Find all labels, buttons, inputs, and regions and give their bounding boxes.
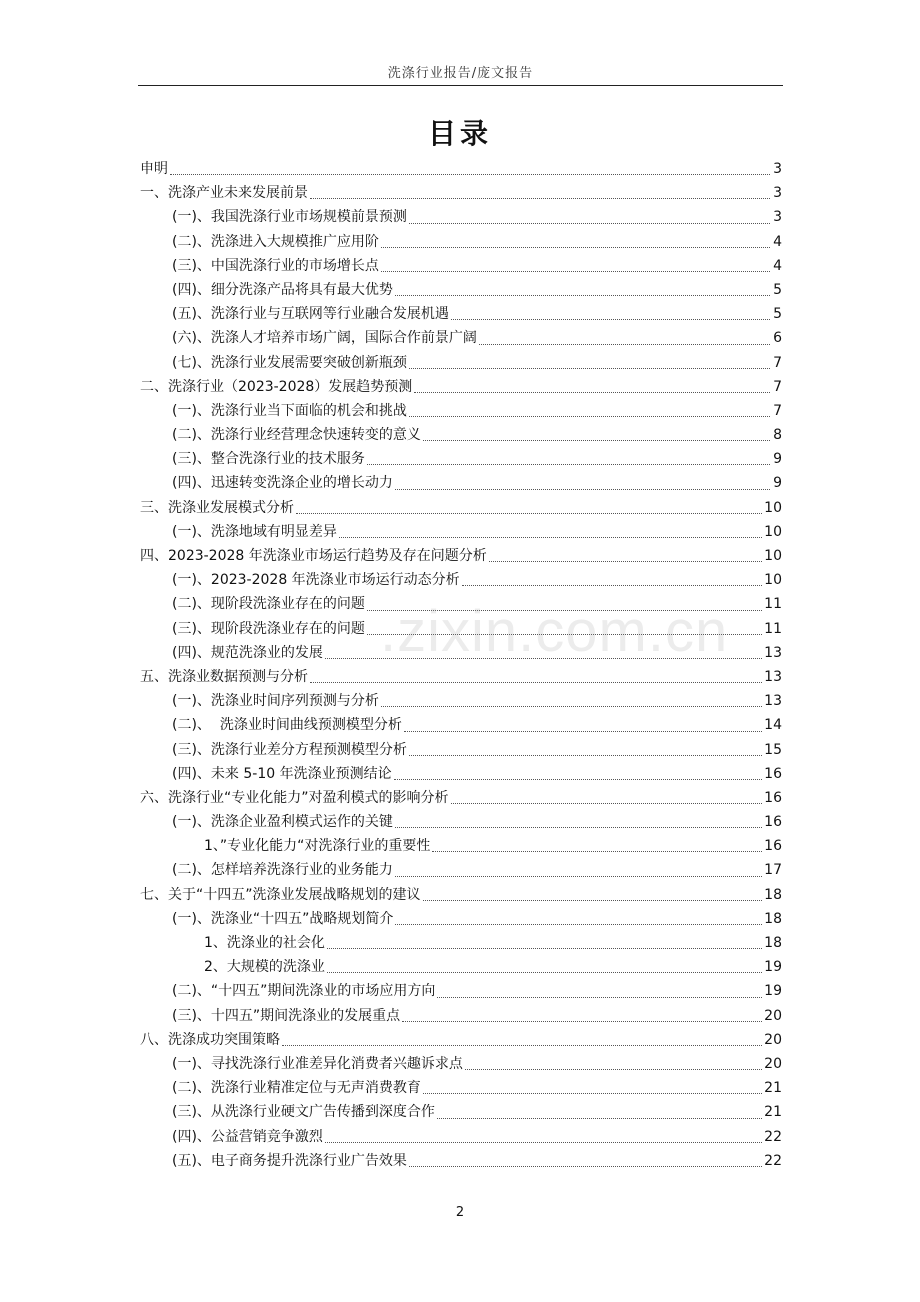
toc-entry-page: 17 — [764, 862, 782, 879]
toc-entry[interactable] — [140, 786, 782, 810]
toc-entry[interactable] — [140, 738, 782, 762]
toc-entry[interactable] — [140, 1125, 782, 1149]
toc-entry-text: (三)、十四五”期间洗涤业的发展重点 — [172, 1007, 401, 1024]
toc-leader-dots — [489, 561, 762, 562]
toc-leader-dots — [325, 1142, 762, 1143]
toc-entry-text: (五)、电子商务提升洗涤行业广告效果 — [172, 1152, 407, 1169]
header-rule — [138, 85, 783, 86]
toc-entry[interactable] — [140, 278, 782, 302]
toc-leader-dots — [325, 658, 762, 659]
toc-entry[interactable] — [140, 254, 782, 278]
toc-leader-dots — [409, 1166, 762, 1167]
toc-entry[interactable] — [140, 617, 782, 641]
toc-entry-text: 三、洗涤业发展模式分析 — [140, 499, 294, 516]
toc-entry[interactable] — [140, 762, 782, 786]
toc-entry-text: (二)、怎样培养洗涤行业的业务能力 — [172, 862, 393, 879]
toc-leader-dots — [327, 948, 762, 949]
toc-leader-dots — [381, 247, 770, 248]
toc-leader-dots — [479, 344, 770, 345]
toc-entry[interactable] — [140, 351, 782, 375]
toc-entry[interactable] — [140, 931, 782, 955]
toc-entry-page: 9 — [773, 475, 782, 492]
toc-entry-page: 3 — [773, 161, 782, 177]
toc-entry-page: 21 — [764, 1080, 782, 1097]
toc-entry-page: 13 — [764, 644, 782, 661]
toc-leader-dots — [395, 827, 762, 828]
table-of-contents — [140, 157, 782, 1173]
toc-entry-page: 19 — [764, 983, 782, 1000]
toc-entry-page: 10 — [764, 523, 782, 540]
toc-entry-page: 4 — [773, 233, 782, 250]
toc-entry[interactable] — [140, 230, 782, 254]
toc-entry-page: 20 — [764, 1007, 782, 1024]
toc-leader-dots — [409, 368, 770, 369]
toc-entry[interactable] — [140, 326, 782, 350]
toc-entry-page: 15 — [764, 741, 782, 758]
toc-entry-text: (一)、洗涤地域有明显差异 — [172, 523, 337, 540]
toc-entry-page: 3 — [773, 185, 782, 202]
toc-entry[interactable] — [140, 447, 782, 471]
toc-entry-text: (一)、洗涤业时间序列预测与分析 — [172, 693, 379, 710]
toc-entry-text: 2、大规模的洗涤业 — [204, 959, 325, 976]
toc-entry-page: 7 — [773, 402, 782, 419]
toc-entry[interactable] — [140, 665, 782, 689]
toc-entry-text: (二)、洗涤行业精准定位与无声消费教育 — [172, 1080, 421, 1097]
toc-entry-text: 二、洗涤行业（2023-2028）发展趋势预测 — [140, 378, 413, 395]
toc-entry[interactable] — [140, 834, 782, 858]
toc-entry-text: 1、洗涤业的社会化 — [204, 935, 325, 951]
toc-entry[interactable] — [140, 1100, 782, 1124]
toc-leader-dots — [437, 1118, 762, 1119]
toc-entry-text: (四)、公益营销竞争激烈 — [172, 1128, 323, 1145]
toc-entry-text: 七、关于“十四五”洗涤业发展战略规划的建议 — [140, 886, 421, 903]
toc-entry-page: 4 — [773, 257, 782, 274]
toc-leader-dots — [451, 319, 770, 320]
toc-leader-dots — [451, 803, 763, 804]
toc-entry[interactable] — [140, 689, 782, 713]
toc-entry-text: (一)、洗涤行业当下面临的机会和挑战 — [172, 402, 407, 419]
toc-entry-page: 21 — [764, 1104, 782, 1121]
toc-entry-page: 11 — [764, 620, 782, 637]
toc-entry[interactable] — [140, 641, 782, 665]
toc-entry-text: (一)、2023-2028 年洗涤业市场运行动态分析 — [172, 572, 460, 589]
toc-leader-dots — [395, 295, 770, 296]
toc-entry-text: 申明 — [140, 161, 168, 177]
toc-entry[interactable] — [140, 1149, 782, 1173]
toc-entry[interactable] — [140, 713, 782, 737]
toc-entry-text: 四、2023-2028 年洗涤业市场运行趋势及存在问题分析 — [140, 548, 487, 564]
toc-leader-dots — [367, 610, 762, 611]
toc-entry[interactable] — [140, 1028, 782, 1052]
toc-leader-dots — [404, 731, 762, 732]
toc-leader-dots — [395, 489, 770, 490]
toc-entry[interactable] — [140, 157, 782, 181]
toc-entry[interactable] — [140, 1052, 782, 1076]
toc-leader-dots — [409, 223, 770, 224]
toc-entry[interactable] — [140, 592, 782, 616]
toc-entry-page: 20 — [764, 1031, 782, 1048]
toc-leader-dots — [423, 440, 770, 441]
running-header: 洗涤行业报告/庞文报告 — [387, 66, 534, 81]
toc-leader-dots — [327, 972, 762, 973]
toc-entry-page: 14 — [764, 717, 782, 734]
toc-leader-dots — [310, 198, 770, 199]
toc-entry-text: (四)、迅速转变洗涤企业的增长动力 — [172, 475, 393, 492]
toc-leader-dots — [402, 1021, 762, 1022]
toc-entry-text: (三)、中国洗涤行业的市场增长点 — [172, 257, 379, 274]
toc-entry-text: (一)、寻找洗涤行业准差异化消费者兴趣诉求点 — [172, 1055, 463, 1072]
toc-entry-page: 8 — [773, 427, 782, 444]
toc-title: 目录 — [427, 117, 492, 150]
toc-entry-page: 7 — [773, 378, 782, 395]
toc-entry-text: (三)、洗涤行业差分方程预测模型分析 — [172, 741, 407, 758]
toc-leader-dots — [367, 464, 770, 465]
toc-leader-dots — [462, 585, 762, 586]
toc-entry-text: (一)、洗涤企业盈利模式运作的关键 — [172, 814, 393, 831]
toc-entry-text: (四)、规范洗涤业的发展 — [172, 644, 323, 661]
toc-leader-dots — [437, 997, 762, 998]
toc-entry-page: 18 — [764, 935, 782, 951]
toc-entry-text: 六、洗涤行业“专业化能力”对盈利模式的影响分析 — [140, 789, 449, 806]
toc-leader-dots — [423, 900, 763, 901]
toc-entry[interactable] — [140, 205, 782, 229]
toc-leader-dots — [409, 755, 762, 756]
toc-leader-dots — [414, 392, 770, 393]
toc-leader-dots — [381, 271, 770, 272]
toc-entry-text: (五)、洗涤行业与互联网等行业融合发展机遇 — [172, 306, 449, 323]
toc-entry-text: (三)、从洗涤行业硬文广告传播到深度合作 — [172, 1104, 435, 1121]
toc-entry-text: (六)、洗涤人才培养市场广阔，国际合作前景广阔 — [172, 330, 477, 347]
toc-entry-text: 一、洗涤产业未来发展前景 — [140, 185, 308, 202]
toc-entry-text: (一)、洗涤业“十四五”战略规划简介 — [172, 910, 394, 927]
toc-entry-page: 19 — [764, 959, 782, 976]
toc-entry-text: (二)、洗涤进入大规模推广应用阶 — [172, 233, 379, 250]
toc-leader-dots — [339, 537, 762, 538]
toc-entry[interactable] — [140, 1076, 782, 1100]
toc-entry[interactable] — [140, 979, 782, 1003]
toc-entry[interactable] — [140, 520, 782, 544]
toc-entry-page: 16 — [764, 765, 782, 782]
toc-entry-page: 9 — [773, 451, 782, 468]
toc-entry[interactable] — [140, 181, 782, 205]
toc-entry[interactable] — [140, 883, 782, 907]
toc-entry-page: 5 — [773, 281, 782, 298]
toc-entry-text: (二)、现阶段洗涤业存在的问题 — [172, 596, 365, 613]
toc-entry-text: 八、洗涤成功突围策略 — [140, 1031, 280, 1048]
toc-entry[interactable] — [140, 544, 782, 568]
toc-entry[interactable] — [140, 1004, 782, 1028]
toc-leader-dots — [296, 513, 762, 514]
toc-entry-text: (三)、整合洗涤行业的技术服务 — [172, 451, 365, 468]
toc-entry-page: 10 — [764, 572, 782, 589]
page-number: 2 — [455, 1205, 465, 1220]
toc-entry-page: 10 — [764, 499, 782, 516]
toc-entry-page: 18 — [764, 886, 782, 903]
toc-entry-page: 22 — [764, 1128, 782, 1145]
toc-entry-text: 五、洗涤业数据预测与分析 — [140, 668, 308, 685]
toc-entry[interactable] — [140, 423, 782, 447]
watermark: .zixin.com.cn — [380, 599, 729, 664]
toc-entry-text: 1、”专业化能力“对洗涤行业的重要性 — [204, 838, 431, 855]
toc-entry-page: 5 — [773, 306, 782, 323]
toc-entry-page: 13 — [764, 668, 782, 685]
toc-entry[interactable] — [140, 907, 782, 931]
toc-entry-page: 10 — [764, 548, 782, 564]
toc-leader-dots — [395, 876, 762, 877]
toc-leader-dots — [381, 706, 762, 707]
toc-leader-dots — [423, 1093, 762, 1094]
toc-entry-page: 16 — [764, 789, 782, 806]
toc-entry[interactable] — [140, 858, 782, 882]
toc-leader-dots — [432, 851, 762, 852]
toc-entry-text: (三)、现阶段洗涤业存在的问题 — [172, 620, 365, 637]
toc-leader-dots — [465, 1069, 762, 1070]
toc-entry-page: 7 — [773, 354, 782, 371]
toc-entry-text: (二)、“十四五”期间洗涤业的市场应用方向 — [172, 983, 436, 1000]
toc-leader-dots — [395, 924, 762, 925]
toc-entry-page: 20 — [764, 1055, 782, 1072]
toc-entry-page: 13 — [764, 693, 782, 710]
toc-leader-dots — [367, 634, 762, 635]
toc-entry-text: (四)、未来 5-10 年洗涤业预测结论 — [172, 765, 392, 782]
toc-leader-dots — [282, 1045, 762, 1046]
toc-entry[interactable] — [140, 471, 782, 495]
toc-entry-page: 18 — [764, 910, 782, 927]
toc-entry-text: (一)、我国洗涤行业市场规模前景预测 — [172, 209, 407, 226]
toc-entry-page: 16 — [764, 814, 782, 831]
toc-entry-page: 6 — [773, 330, 782, 347]
toc-entry-page: 22 — [764, 1152, 782, 1169]
toc-entry-text: (二)、 洗涤业时间曲线预测模型分析 — [172, 717, 402, 734]
toc-entry[interactable] — [140, 496, 782, 520]
toc-entry-page: 3 — [773, 209, 782, 226]
toc-entry[interactable] — [140, 302, 782, 326]
toc-entry[interactable] — [140, 568, 782, 592]
toc-entry-text: (二)、洗涤行业经营理念快速转变的意义 — [172, 427, 421, 444]
toc-leader-dots — [170, 174, 770, 175]
toc-entry-page: 11 — [764, 596, 782, 613]
toc-entry[interactable] — [140, 955, 782, 979]
toc-entry-page: 16 — [764, 838, 782, 855]
toc-entry[interactable] — [140, 375, 782, 399]
toc-leader-dots — [310, 682, 762, 683]
toc-leader-dots — [394, 779, 763, 780]
toc-entry-text: (七)、洗涤行业发展需要突破创新瓶颈 — [172, 354, 407, 371]
toc-entry[interactable] — [140, 399, 782, 423]
toc-leader-dots — [409, 416, 770, 417]
toc-entry[interactable] — [140, 810, 782, 834]
toc-entry-text: (四)、细分洗涤产品将具有最大优势 — [172, 281, 393, 298]
